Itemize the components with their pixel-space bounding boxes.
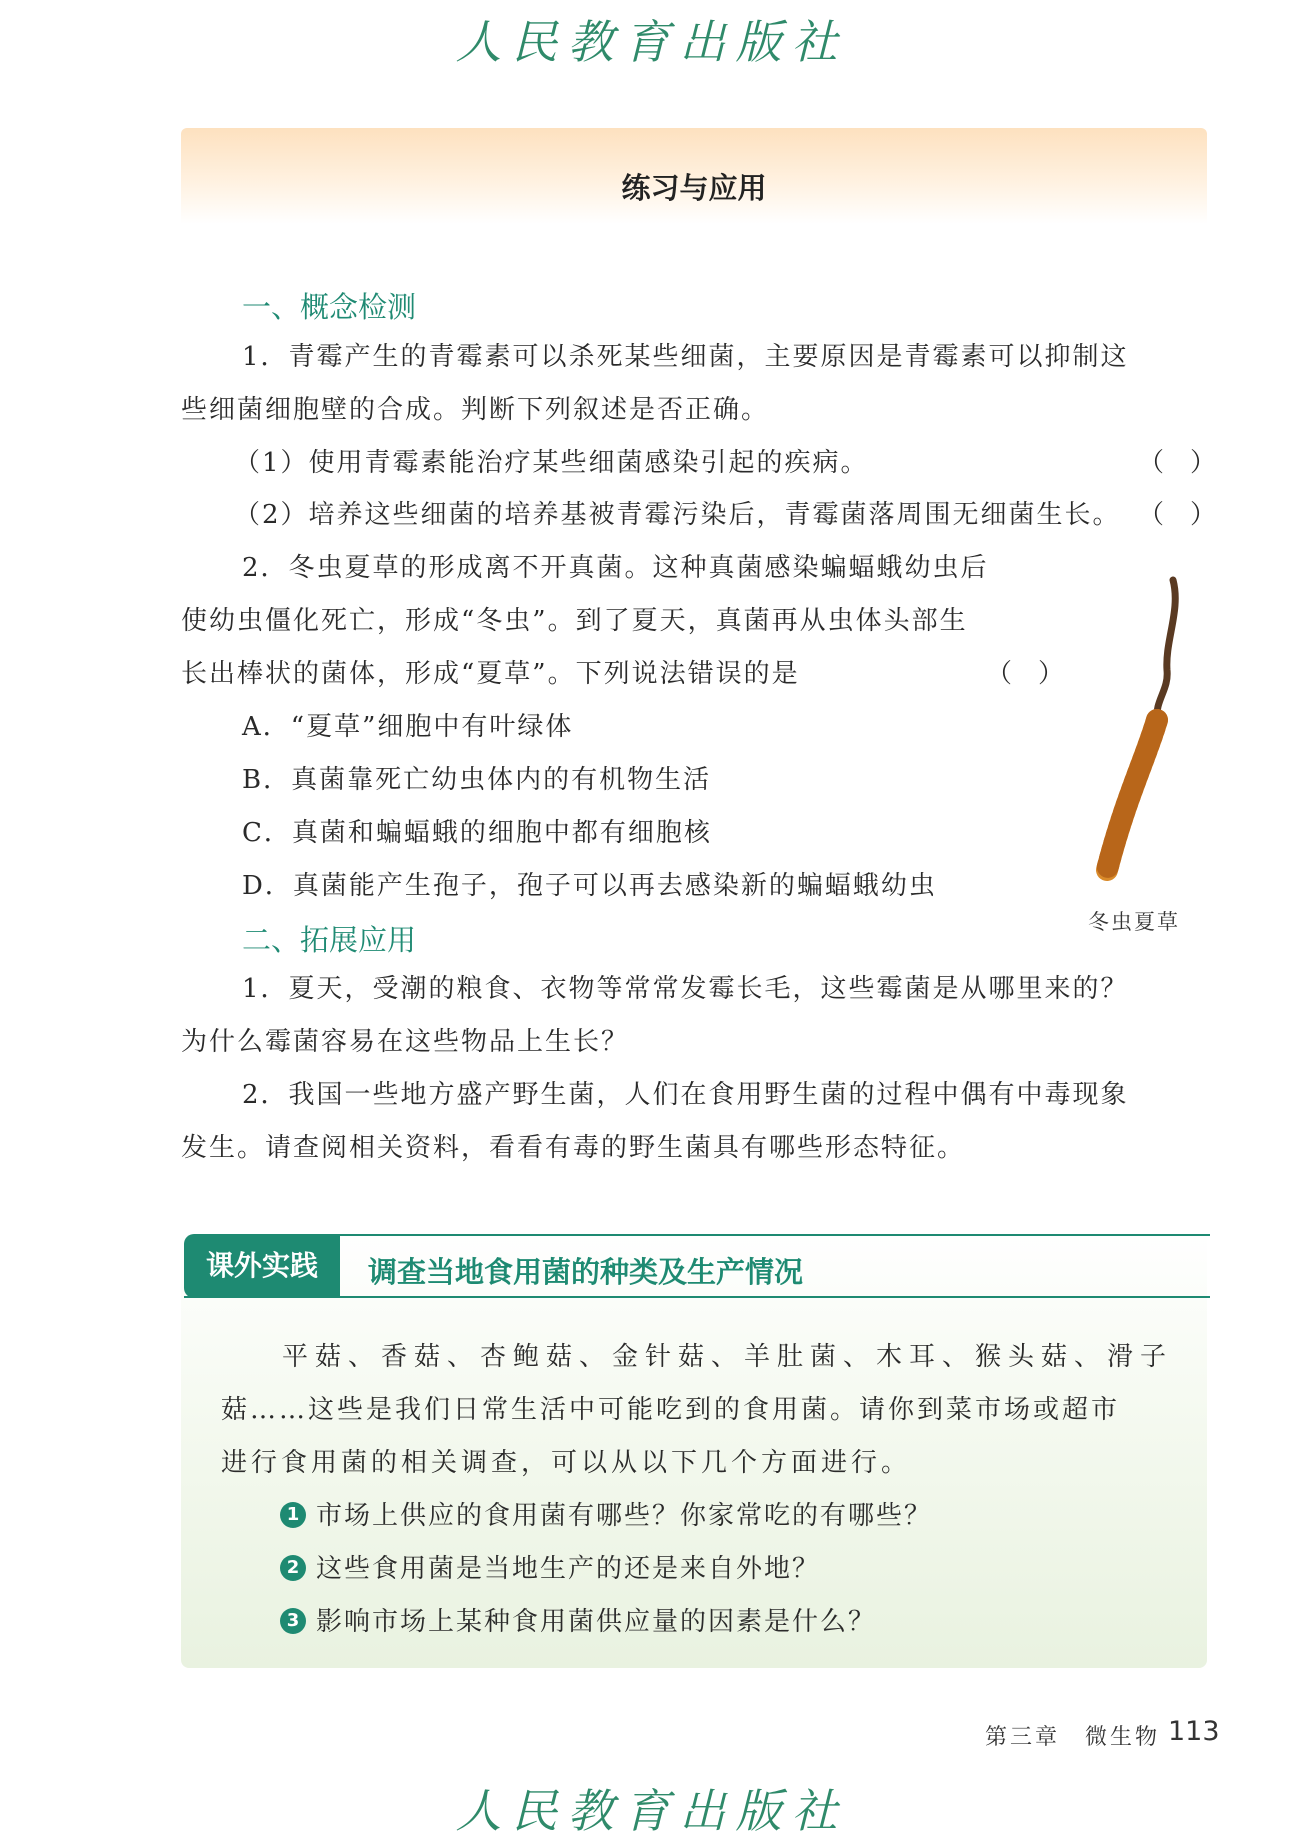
section-header-band [181, 128, 1207, 224]
extension-q1-line-1: 1．夏天，受潮的粮食、衣物等常常发霉长毛，这些霉菌是从哪里来的？ [242, 974, 1129, 1004]
cordyceps-photo-icon [1085, 570, 1225, 890]
question-1-item-2: （2）培养这些细菌的培养基被青霉污染后，青霉菌落周围无细菌生长。 [234, 500, 1121, 530]
practice-item-1-number: 1 [280, 1502, 306, 1528]
option-a: A．“夏草”细胞中有叶绿体 [242, 712, 574, 742]
extension-q2-line-1: 2．我国一些地方盛产野生菌，人们在食用野生菌的过程中偶有中毒现象 [242, 1080, 1129, 1110]
practice-item-2: 这些食用菌是当地生产的还是来自外地？ [316, 1554, 821, 1584]
practice-item-3-number: 3 [280, 1608, 306, 1634]
page-number: 113 [1168, 1716, 1220, 1747]
option-c: C．真菌和蝙蝠蛾的细胞中都有细胞核 [242, 818, 712, 848]
practice-tab: 课外实践 [184, 1234, 340, 1298]
practice-item-2-number: 2 [280, 1555, 306, 1581]
option-d: D．真菌能产生孢子，孢子可以再去感染新的蝙蝠蛾幼虫 [242, 871, 937, 901]
practice-intro-line-2: 菇……这些是我们日常生活中可能吃到的食用菌。请你到菜市场或超市 [221, 1395, 1121, 1425]
question-2-line-3: 长出棒状的菌体，形成“夏草”。下列说法错误的是 [181, 659, 800, 689]
practice-item-1: 市场上供应的食用菌有哪些？你家常吃的有哪些？ [316, 1501, 933, 1531]
practice-intro-line-1: 平菇、香菇、杏鲍菇、金针菇、羊肚菌、木耳、猴头菇、滑子 [282, 1342, 1174, 1372]
question-2-line-1: 2．冬虫夏草的形成离不开真菌。这种真菌感染蝙蝠蛾幼虫后 [242, 553, 989, 583]
extension-q1-line-2: 为什么霉菌容易在这些物品上生长？ [181, 1027, 630, 1057]
figure-caption: 冬虫夏草 [1088, 910, 1180, 934]
practice-rule-top [340, 1234, 1210, 1236]
practice-item-3: 影响市场上某种食用菌供应量的因素是什么？ [316, 1607, 877, 1637]
publisher-watermark-bottom: 人民教育出版社 [455, 1784, 848, 1838]
answer-blank-3[interactable]: （ ） [986, 659, 1065, 689]
answer-blank-2[interactable]: （ ） [1138, 500, 1217, 530]
footer-chapter: 第三章 微生物 [985, 1725, 1161, 1750]
section-title: 练习与应用 [621, 171, 767, 205]
question-2-line-2: 使幼虫僵化死亡，形成“冬虫”。到了夏天，真菌再从虫体头部生 [181, 606, 968, 636]
practice-intro-line-3: 进行食用菌的相关调查，可以从以下几个方面进行。 [221, 1448, 912, 1478]
question-1-item-1: （1）使用青霉素能治疗某些细菌感染引起的疾病。 [234, 448, 869, 478]
question-1-line-1: 1．青霉产生的青霉素可以杀死某些细菌，主要原因是青霉素可以抑制这 [242, 342, 1129, 372]
concept-check-heading: 一、概念检测 [242, 290, 417, 324]
option-b: B．真菌靠死亡幼虫体内的有机物生活 [242, 765, 712, 795]
question-1-line-2: 些细菌细胞壁的合成。判断下列叙述是否正确。 [181, 395, 770, 425]
publisher-watermark-top: 人民教育出版社 [455, 15, 848, 69]
practice-title: 调查当地食用菌的种类及生产情况 [368, 1255, 804, 1289]
extension-q2-line-2: 发生。请查阅相关资料，看看有毒的野生菌具有哪些形态特征。 [181, 1133, 966, 1163]
answer-blank-1[interactable]: （ ） [1138, 448, 1217, 478]
extension-heading: 二、拓展应用 [242, 923, 417, 957]
